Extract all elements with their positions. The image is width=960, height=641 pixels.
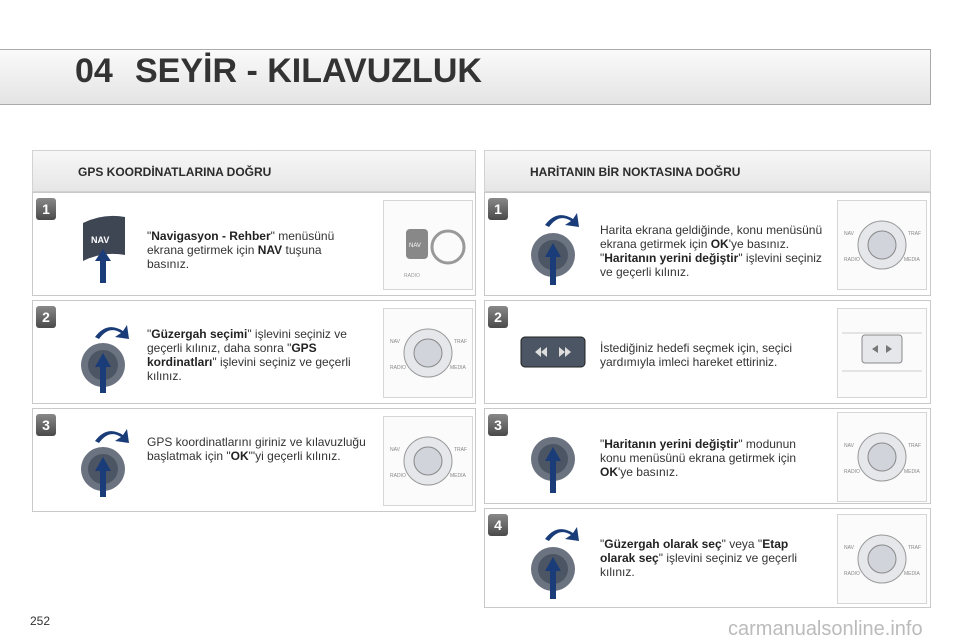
thumb-radio-label: RADIO: [404, 273, 420, 279]
svg-text:MEDIA: MEDIA: [450, 365, 466, 371]
thumb-nav-label: NAV: [409, 243, 421, 249]
thumb-dial-panel: [837, 200, 927, 290]
watermark: carmanualsonline.info: [728, 618, 923, 640]
rotary-knob-icon: [523, 515, 583, 603]
right-step-1-text: Harita ekrana geldiğinde, konu menüsünü ekrana getirmek için OK'ye basınız. "Haritanın yerini değiştir" işlevini seçiniz ve geçerli kılınız.: [600, 223, 823, 279]
svg-text:TRAF: TRAF: [454, 447, 468, 453]
step-number: 3: [36, 414, 56, 436]
svg-text:TRAF: TRAF: [454, 339, 468, 345]
chapter-number: 04: [75, 52, 113, 90]
right-step-2: [484, 300, 931, 404]
svg-text:RADIO: RADIO: [844, 257, 860, 263]
nav-button-icon: [73, 205, 133, 285]
svg-text:RADIO: RADIO: [844, 469, 860, 475]
step-number: 1: [36, 198, 56, 220]
left-step-2-text: "Güzergah seçimi" işlevini seçiniz ve geçerli kılınız, daha sonra "GPS kordinatları" işlevini seçiniz ve geçerli kılınız.: [147, 327, 351, 383]
rotary-knob-icon: [73, 417, 133, 501]
right-step-3: [484, 408, 931, 504]
right-section-heading: [484, 150, 931, 192]
rotary-knob-icon: [73, 313, 133, 397]
svg-text:NAV: NAV: [844, 545, 854, 551]
svg-text:TRAF: TRAF: [908, 545, 922, 551]
left-step-3: [32, 408, 476, 512]
svg-text:RADIO: RADIO: [844, 571, 860, 577]
thumb-dial-panel: [383, 416, 473, 506]
svg-text:NAV: NAV: [844, 231, 854, 237]
thumb-nav-panel: [383, 200, 473, 290]
step-number: 3: [488, 414, 508, 436]
left-heading-text: GPS KOORDİNATLARINA DOĞRU: [78, 165, 272, 179]
svg-text:NAV: NAV: [390, 339, 400, 345]
page-title: SEYİR - KILAVUZLUK: [135, 52, 482, 90]
left-section-heading: [32, 150, 476, 192]
nav-button-label: NAV: [91, 235, 110, 245]
right-step-1: [484, 192, 931, 296]
svg-text:RADIO: RADIO: [390, 473, 406, 479]
left-step-3-text: GPS koordinatlarını giriniz ve kılavuzluğu başlatmak için "OK"'yi geçerli kılınız.: [147, 435, 366, 463]
step-number: 4: [488, 514, 508, 536]
svg-text:TRAF: TRAF: [908, 443, 922, 449]
right-step-4-text: "Güzergah olarak seç" veya "Etap olarak seç" işlevini seçiniz ve geçerli kılınız.: [600, 537, 798, 579]
left-step-1: [32, 192, 476, 296]
step-number: 1: [488, 198, 508, 220]
svg-text:MEDIA: MEDIA: [904, 571, 920, 577]
thumb-selector-panel: [837, 308, 927, 398]
svg-text:TRAF: TRAF: [908, 231, 922, 237]
right-step-3-text: "Haritanın yerini değiştir" modunun konu menüsünü ekrana getirmek için OK'ye basınız.: [600, 437, 797, 479]
left-step-2: [32, 300, 476, 404]
step-number: 2: [36, 306, 56, 328]
thumb-dial-panel: [837, 514, 927, 604]
svg-text:NAV: NAV: [390, 447, 400, 453]
selector-pad-icon: [519, 335, 589, 371]
svg-text:MEDIA: MEDIA: [904, 257, 920, 263]
right-step-4: [484, 508, 931, 608]
svg-text:MEDIA: MEDIA: [904, 469, 920, 475]
step-number: 2: [488, 306, 508, 328]
left-step-1-text: "Navigasyon - Rehber" menüsünü ekrana getirmek için NAV tuşuna basınız.: [147, 229, 335, 271]
right-step-2-text: İstediğiniz hedefi seçmek için, seçici yardımıyla imleci hareket ettiriniz.: [600, 341, 793, 369]
right-heading-text: HARİTANIN BİR NOKTASINA DOĞRU: [530, 165, 741, 179]
page-number: 252: [30, 614, 51, 628]
svg-text:MEDIA: MEDIA: [450, 473, 466, 479]
svg-text:RADIO: RADIO: [390, 365, 406, 371]
thumb-dial-panel: [383, 308, 473, 398]
rotary-knob-icon: [523, 199, 583, 289]
svg-text:NAV: NAV: [844, 443, 854, 449]
rotary-knob-icon: [523, 419, 583, 499]
thumb-dial-panel: [837, 412, 927, 502]
